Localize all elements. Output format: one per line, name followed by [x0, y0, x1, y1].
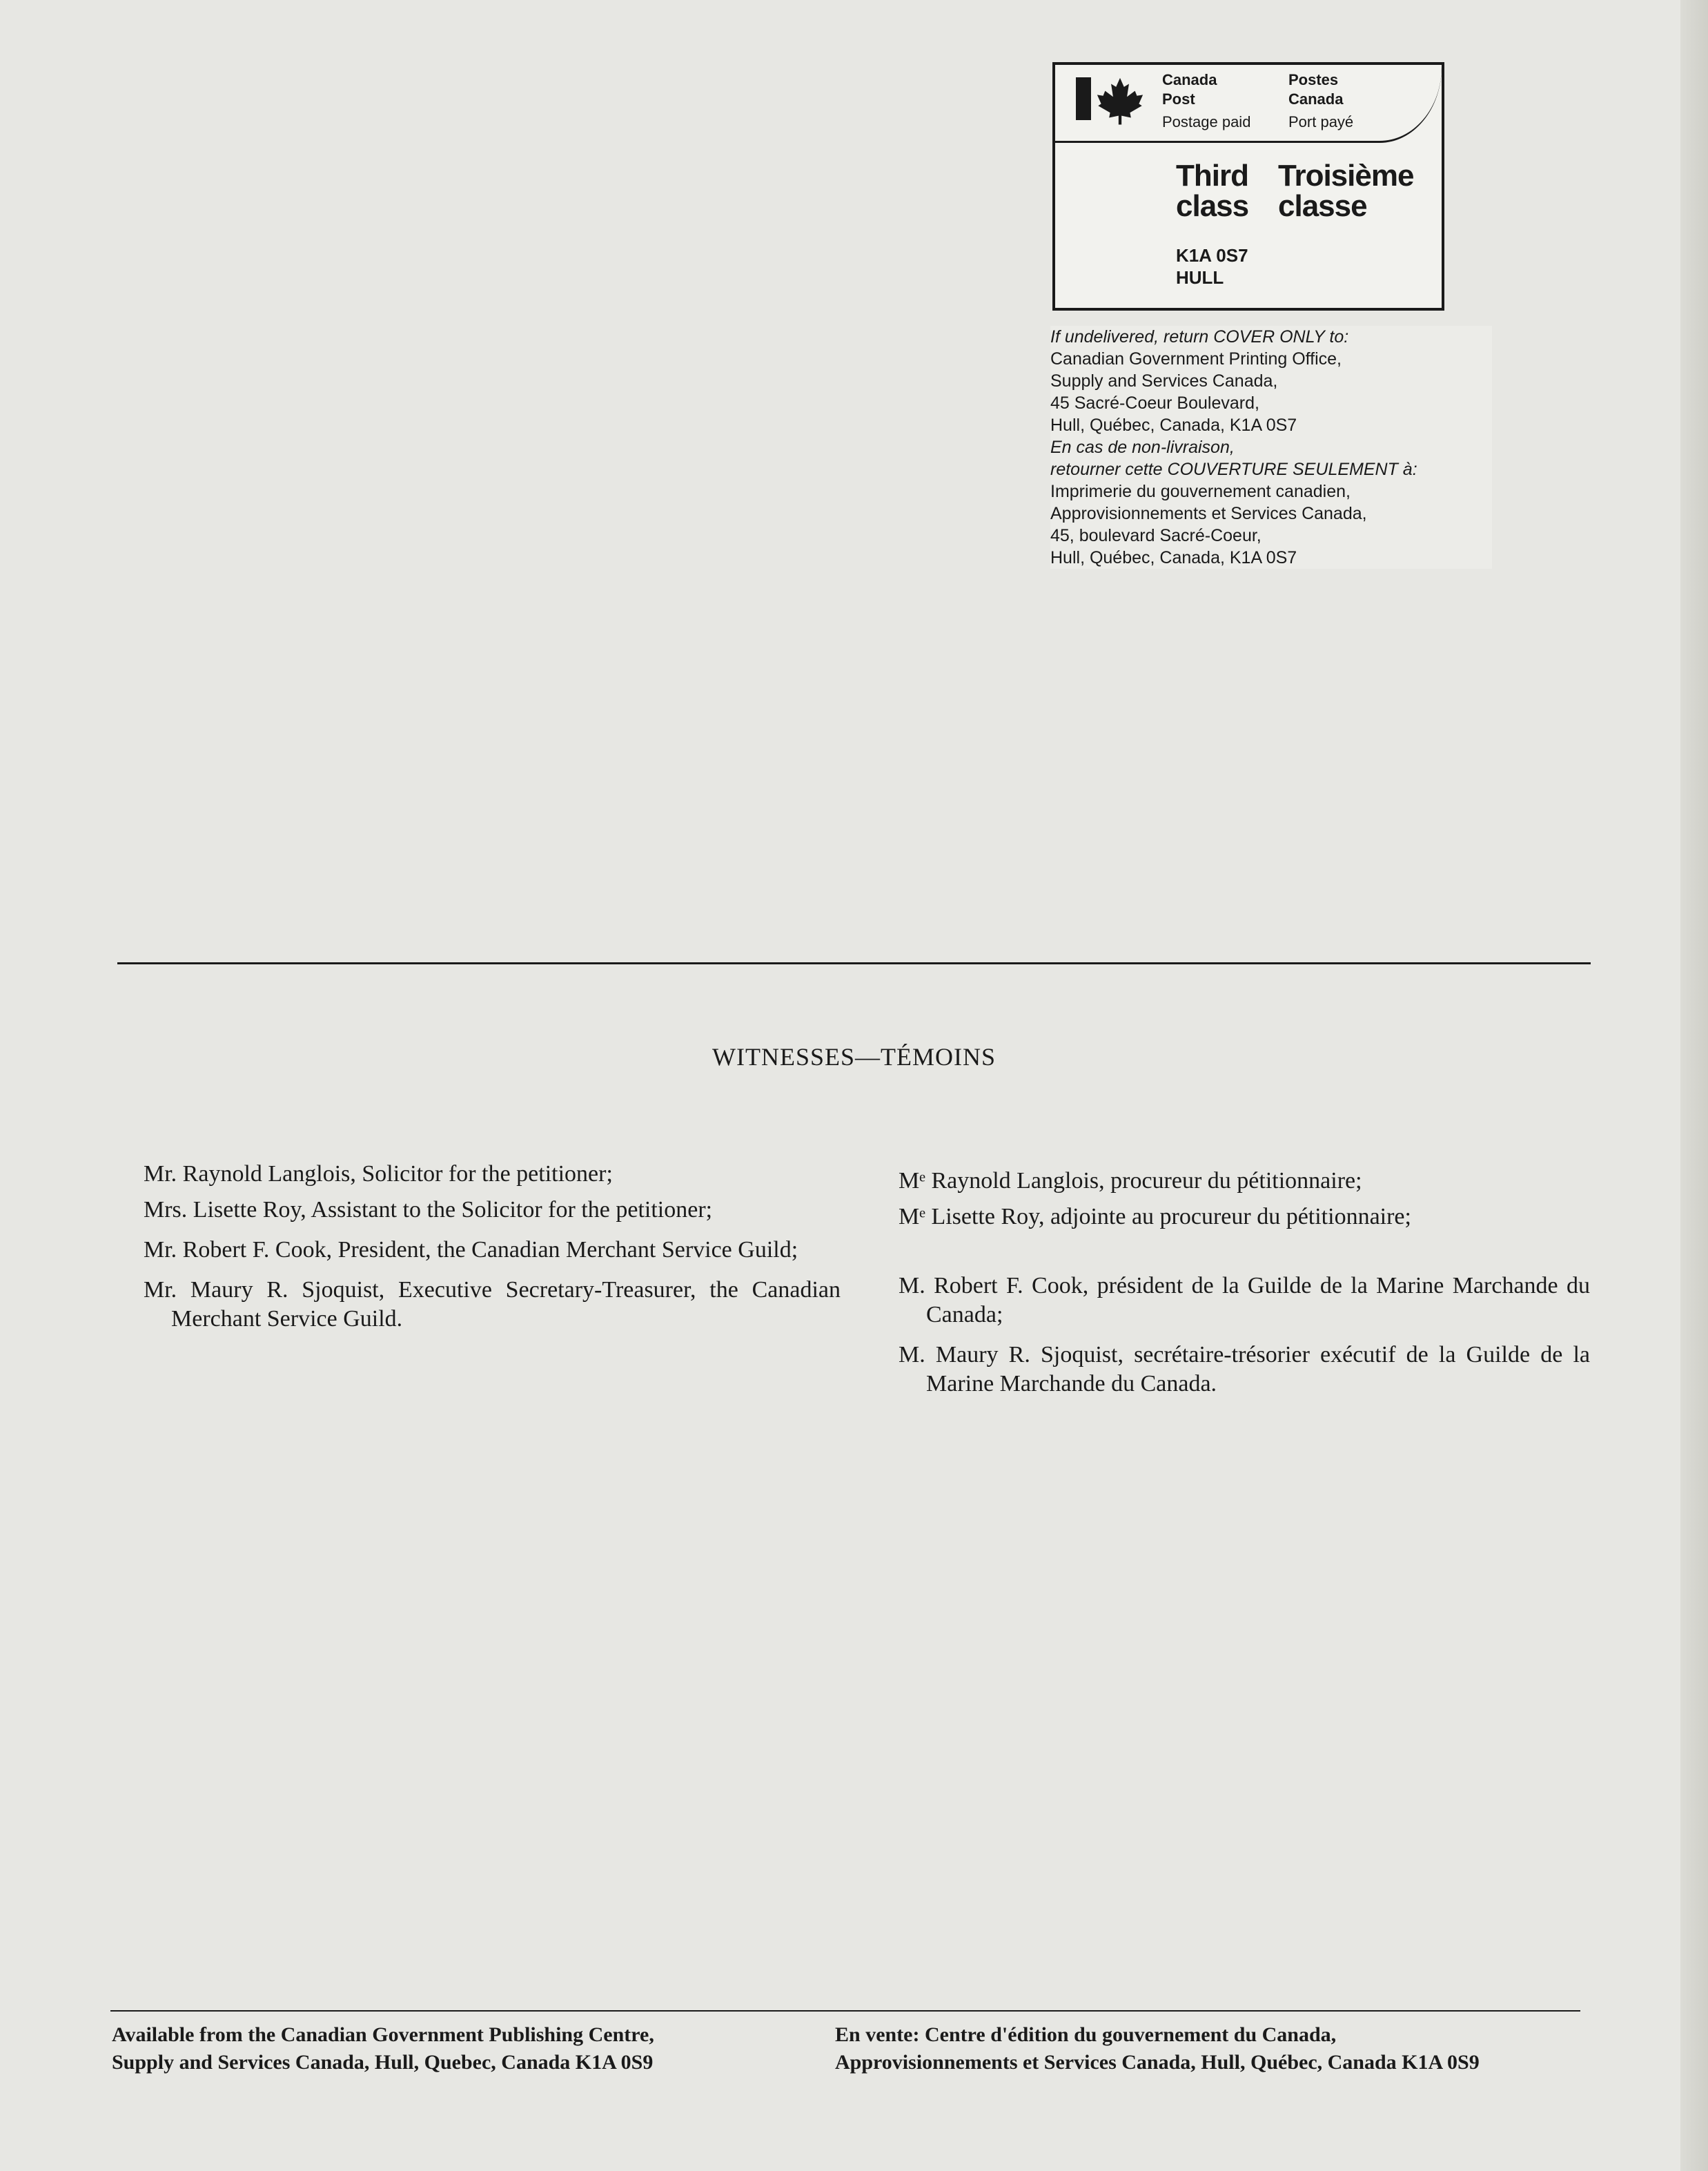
witness-entry: M. Robert F. Cook, président de la Guilde de la Marine Marchande du Canada;	[899, 1273, 1590, 1327]
return-address	[1050, 326, 1492, 569]
return-line: Approvisionnements et Services Canada,	[1050, 504, 1367, 523]
indicia-header	[1055, 65, 1442, 143]
witnesses-french-column	[899, 1167, 1590, 1410]
indicia-city: HULL	[1176, 267, 1224, 288]
witnesses-heading: WITNESSES—TÉMOINS	[712, 1043, 996, 1071]
witness-entry: Mr. Robert F. Cook, President, the Canadian Merchant Service Guild;	[144, 1237, 798, 1263]
indicia-canada-fr: Canada	[1288, 90, 1344, 108]
indicia-class: class	[1176, 189, 1249, 223]
indicia-postage-paid: Postage paid	[1162, 113, 1251, 130]
footer-rule	[110, 2010, 1580, 2012]
footer-english	[112, 2021, 654, 2076]
footer-en-line: Available from the Canadian Government Publishing Centre,	[112, 2023, 654, 2046]
witness-entry: M. Maury R. Sjoquist, secrétaire-trésorier exécutif de la Guilde de la Marine Marchande du Canada.	[899, 1342, 1590, 1396]
witness-entry: Mr. Maury R. Sjoquist, Executive Secretary-Treasurer, the Canadian Merchant Service Guild.	[144, 1277, 841, 1332]
footer-fr-line: En vente: Centre d'édition du gouvernement du Canada,	[835, 2023, 1337, 2046]
witnesses-english-column	[144, 1160, 841, 1345]
return-line: Hull, Québec, Canada, K1A 0S7	[1050, 416, 1297, 435]
maple-leaf-icon	[1095, 76, 1145, 126]
return-line: Supply and Services Canada,	[1050, 371, 1278, 391]
indicia-port-paye: Port payé	[1288, 113, 1354, 130]
witness-entry: Mᵉ Raynold Langlois, procureur du pétitionnaire;	[899, 1168, 1362, 1194]
indicia-troisieme: Troisième	[1278, 159, 1414, 193]
return-line: Hull, Québec, Canada, K1A 0S7	[1050, 548, 1297, 567]
page-edge	[1680, 0, 1708, 2171]
return-line: Canadian Government Printing Office,	[1050, 349, 1342, 369]
indicia-third: Third	[1176, 159, 1248, 193]
return-line: 45 Sacré-Coeur Boulevard,	[1050, 393, 1259, 413]
indicia-canada: Canada	[1162, 71, 1217, 88]
return-notice-fr-1: En cas de non-livraison,	[1050, 438, 1235, 457]
flag-bar-icon	[1076, 77, 1091, 120]
return-notice-en: If undelivered, return COVER ONLY to:	[1050, 327, 1349, 347]
return-notice-fr-2: retourner cette COUVERTURE SEULEMENT à:	[1050, 460, 1417, 479]
indicia-post: Post	[1162, 90, 1195, 108]
indicia-postal-code: K1A 0S7	[1176, 245, 1248, 266]
indicia-classe: classe	[1278, 189, 1367, 223]
witness-entry: Mr. Raynold Langlois, Solicitor for the petitioner;	[144, 1161, 613, 1187]
return-line: 45, boulevard Sacré-Coeur,	[1050, 526, 1262, 545]
witness-entry: Mᵉ Lisette Roy, adjointe au procureur du pétitionnaire;	[899, 1204, 1411, 1229]
footer-french	[835, 2021, 1480, 2076]
footer-en-line: Supply and Services Canada, Hull, Quebec, Canada K1A 0S9	[112, 2051, 654, 2074]
witnesses-top-rule	[117, 962, 1591, 964]
postage-indicia	[1052, 62, 1444, 311]
witness-entry: Mrs. Lisette Roy, Assistant to the Solicitor for the petitioner;	[144, 1197, 713, 1223]
footer-fr-line: Approvisionnements et Services Canada, Hull, Québec, Canada K1A 0S9	[835, 2051, 1480, 2074]
return-line: Imprimerie du gouvernement canadien,	[1050, 482, 1351, 501]
indicia-postes: Postes	[1288, 71, 1339, 88]
